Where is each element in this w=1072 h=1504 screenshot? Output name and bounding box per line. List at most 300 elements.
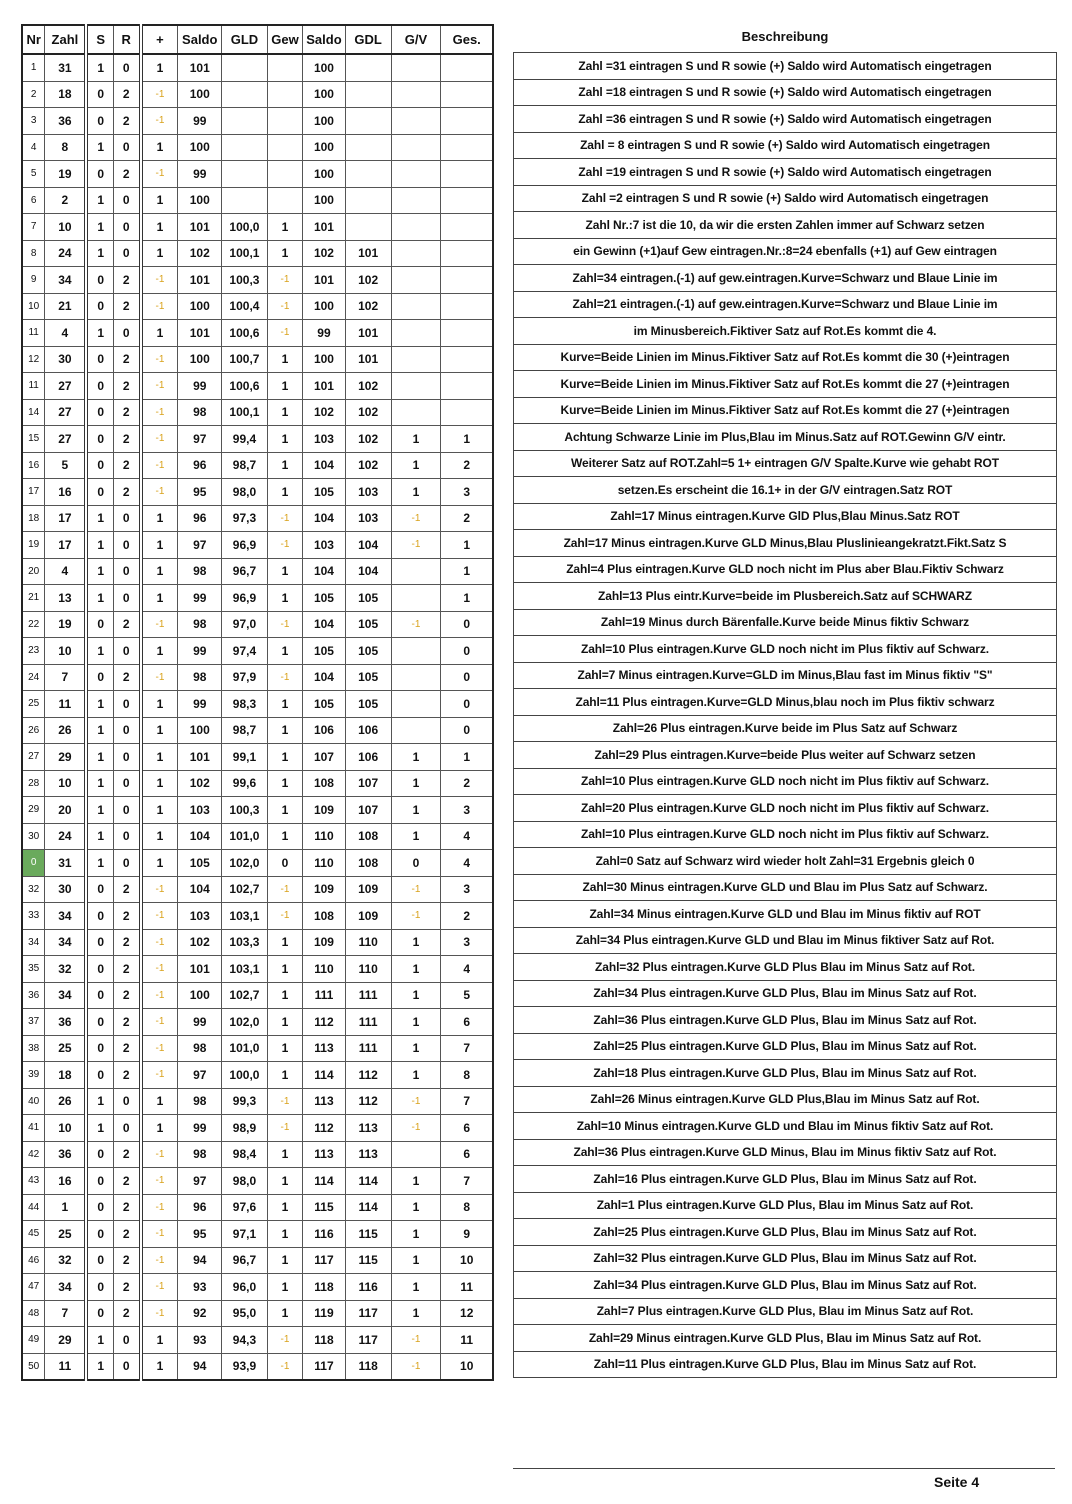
description-text: Zahl=34 eintragen.(-1) auf gew.eintragen.Kurve=Schwarz und Blaue Linie im <box>514 265 1057 292</box>
table-row <box>22 1115 493 1142</box>
cell-gew: -1 <box>267 1353 302 1380</box>
cell-r: 0 <box>113 320 140 347</box>
cell-gv: 0 <box>391 850 441 877</box>
cell-r: 2 <box>113 1141 140 1168</box>
cell-gew: 1 <box>267 744 302 771</box>
cell-saldo: 100 <box>178 346 222 373</box>
cell-r: 2 <box>113 293 140 320</box>
cell-saldo2: 104 <box>303 558 346 585</box>
cell-r: 2 <box>113 1300 140 1327</box>
cell-zahl: 4 <box>45 320 87 347</box>
cell-gld: 99,6 <box>222 770 268 797</box>
table-row <box>22 81 493 108</box>
cell-saldo2: 100 <box>303 187 346 214</box>
cell-gew: 1 <box>267 240 302 267</box>
table-row <box>22 161 493 188</box>
cell-gdl: 104 <box>345 558 391 585</box>
cell-s: 1 <box>86 638 113 665</box>
cell-gdl <box>345 187 391 214</box>
table-row <box>22 850 493 877</box>
description-text: Zahl=10 Plus eintragen.Kurve GLD noch nicht im Plus fiktiv auf Schwarz. <box>514 821 1057 848</box>
cell-saldo2: 115 <box>303 1194 346 1221</box>
cell-gld: 95,0 <box>222 1300 268 1327</box>
cell-saldo: 101 <box>178 744 222 771</box>
cell-saldo2: 110 <box>303 956 346 983</box>
cell-gv <box>391 585 441 612</box>
cell-gdl: 107 <box>345 797 391 824</box>
cell-plus: -1 <box>141 664 178 691</box>
cell-zahl: 27 <box>45 373 87 400</box>
cell-saldo: 98 <box>178 1088 222 1115</box>
table-row <box>22 1168 493 1195</box>
cell-saldo: 99 <box>178 585 222 612</box>
cell-saldo: 93 <box>178 1327 222 1354</box>
table-row <box>22 558 493 585</box>
cell-r: 0 <box>113 54 140 81</box>
table-row <box>22 1062 493 1089</box>
table-row <box>22 1088 493 1115</box>
cell-gv: 1 <box>391 823 441 850</box>
description-text: Zahl=7 Plus eintragen.Kurve GLD Plus, Blau im Minus Satz auf Rot. <box>514 1298 1057 1325</box>
cell-saldo: 101 <box>178 956 222 983</box>
cell-zahl: 13 <box>45 585 87 612</box>
cell-s: 0 <box>86 452 113 479</box>
cell-saldo: 99 <box>178 691 222 718</box>
cell-s: 1 <box>86 214 113 241</box>
cell-plus: 1 <box>141 1115 178 1142</box>
cell-gdl: 111 <box>345 982 391 1009</box>
cell-gld: 97,9 <box>222 664 268 691</box>
cell-gld: 102,7 <box>222 982 268 1009</box>
cell-saldo: 101 <box>178 267 222 294</box>
cell-nr: 2 <box>22 81 45 108</box>
cell-nr: 37 <box>22 1009 45 1036</box>
cell-r: 2 <box>113 903 140 930</box>
table-row <box>22 876 493 903</box>
cell-s: 0 <box>86 903 113 930</box>
description-text: Zahl =36 eintragen S und R sowie (+) Saldo wird Automatisch eingetragen <box>514 106 1057 133</box>
cell-gv: 1 <box>391 1062 441 1089</box>
cell-gld: 98,3 <box>222 691 268 718</box>
cell-saldo2: 108 <box>303 903 346 930</box>
description-row <box>514 450 1057 477</box>
cell-plus: -1 <box>141 161 178 188</box>
description-row <box>514 742 1057 769</box>
description-text: Weiterer Satz auf ROT.Zahl=5 1+ eintragen G/V Spalte.Kurve wie gehabt ROT <box>514 450 1057 477</box>
cell-gew: 1 <box>267 1168 302 1195</box>
description-text: Zahl=1 Plus eintragen.Kurve GLD Plus, Blau im Minus Satz auf Rot. <box>514 1192 1057 1219</box>
cell-nr: 34 <box>22 929 45 956</box>
header-saldo-2: Saldo <box>303 25 346 54</box>
cell-ges: 6 <box>441 1141 493 1168</box>
cell-zahl: 30 <box>45 876 87 903</box>
table-row <box>22 1194 493 1221</box>
table-row <box>22 452 493 479</box>
cell-s: 0 <box>86 929 113 956</box>
cell-gew: 1 <box>267 797 302 824</box>
cell-gld: 100,1 <box>222 399 268 426</box>
cell-gdl: 110 <box>345 929 391 956</box>
cell-nr: 11 <box>22 320 45 347</box>
cell-gld: 100,7 <box>222 346 268 373</box>
cell-gew: 1 <box>267 1062 302 1089</box>
cell-saldo2: 105 <box>303 691 346 718</box>
cell-saldo: 98 <box>178 399 222 426</box>
cell-zahl: 34 <box>45 1274 87 1301</box>
cell-saldo: 99 <box>178 638 222 665</box>
cell-s: 0 <box>86 1062 113 1089</box>
cell-nr: 26 <box>22 717 45 744</box>
cell-gld: 100,6 <box>222 320 268 347</box>
cell-s: 0 <box>86 611 113 638</box>
cell-gew: 1 <box>267 1035 302 1062</box>
description-text: Zahl=26 Minus eintragen.Kurve GLD Plus,Blau im Minus Satz auf Rot. <box>514 1086 1057 1113</box>
cell-s: 0 <box>86 373 113 400</box>
cell-gdl: 109 <box>345 876 391 903</box>
cell-zahl: 10 <box>45 638 87 665</box>
cell-ges: 1 <box>441 585 493 612</box>
cell-gv <box>391 134 441 161</box>
cell-s: 1 <box>86 797 113 824</box>
description-row <box>514 1219 1057 1246</box>
cell-gld: 97,0 <box>222 611 268 638</box>
cell-gew <box>267 187 302 214</box>
description-text: Kurve=Beide Linien im Minus.Fiktiver Satz auf Rot.Es kommt die 27 (+)eintragen <box>514 371 1057 398</box>
cell-s: 0 <box>86 1168 113 1195</box>
cell-gld: 102,0 <box>222 1009 268 1036</box>
cell-ges: 2 <box>441 770 493 797</box>
header-gew: Gew <box>267 25 302 54</box>
cell-nr: 49 <box>22 1327 45 1354</box>
cell-ges: 6 <box>441 1009 493 1036</box>
cell-gew: -1 <box>267 1327 302 1354</box>
table-row <box>22 770 493 797</box>
cell-saldo: 97 <box>178 532 222 559</box>
cell-s: 1 <box>86 850 113 877</box>
cell-saldo: 97 <box>178 426 222 453</box>
cell-gew: 1 <box>267 770 302 797</box>
description-text: Zahl=10 Plus eintragen.Kurve GLD noch nicht im Plus fiktiv auf Schwarz. <box>514 768 1057 795</box>
cell-saldo2: 104 <box>303 611 346 638</box>
cell-s: 1 <box>86 585 113 612</box>
description-text: Achtung Schwarze Linie im Plus,Blau im Minus.Satz auf ROT.Gewinn G/V eintr. <box>514 424 1057 451</box>
cell-nr: 8 <box>22 240 45 267</box>
description-text: ein Gewinn (+1)auf Gew eintragen.Nr.:8=24 ebenfalls (+1) auf Gew eintragen <box>514 238 1057 265</box>
cell-gdl: 118 <box>345 1353 391 1380</box>
cell-s: 0 <box>86 108 113 135</box>
cell-r: 2 <box>113 346 140 373</box>
cell-r: 0 <box>113 797 140 824</box>
cell-ges: 10 <box>441 1353 493 1380</box>
cell-saldo2: 105 <box>303 585 346 612</box>
cell-r: 0 <box>113 585 140 612</box>
cell-zahl: 29 <box>45 744 87 771</box>
description-text: Zahl=4 Plus eintragen.Kurve GLD noch nicht im Plus aber Blau.Fiktiv Schwarz <box>514 556 1057 583</box>
cell-s: 1 <box>86 134 113 161</box>
cell-s: 1 <box>86 1115 113 1142</box>
description-row <box>514 1298 1057 1325</box>
cell-r: 2 <box>113 399 140 426</box>
cell-r: 0 <box>113 187 140 214</box>
cell-s: 0 <box>86 1247 113 1274</box>
description-row <box>514 106 1057 133</box>
cell-gew: -1 <box>267 664 302 691</box>
cell-gld: 98,7 <box>222 717 268 744</box>
cell-saldo2: 100 <box>303 346 346 373</box>
cell-gld: 96,7 <box>222 1247 268 1274</box>
cell-saldo: 104 <box>178 876 222 903</box>
cell-r: 0 <box>113 638 140 665</box>
cell-saldo2: 114 <box>303 1062 346 1089</box>
cell-s: 1 <box>86 320 113 347</box>
description-text: Zahl=16 Plus eintragen.Kurve GLD Plus, Blau im Minus Satz auf Rot. <box>514 1166 1057 1193</box>
cell-gv: 1 <box>391 797 441 824</box>
cell-r: 2 <box>113 1221 140 1248</box>
cell-s: 0 <box>86 399 113 426</box>
description-row <box>514 1007 1057 1034</box>
cell-nr: 28 <box>22 770 45 797</box>
cell-zahl: 16 <box>45 479 87 506</box>
cell-saldo: 98 <box>178 1141 222 1168</box>
cell-plus: -1 <box>141 81 178 108</box>
description-text: Zahl =18 eintragen S und R sowie (+) Saldo wird Automatisch eingetragen <box>514 79 1057 106</box>
cell-nr: 29 <box>22 797 45 824</box>
cell-s: 1 <box>86 54 113 81</box>
table-row <box>22 1009 493 1036</box>
description-row <box>514 344 1057 371</box>
cell-nr: 10 <box>22 293 45 320</box>
cell-s: 0 <box>86 1035 113 1062</box>
table-row <box>22 1327 493 1354</box>
cell-plus: 1 <box>141 320 178 347</box>
description-text: Zahl=19 Minus durch Bärenfalle.Kurve beide Minus fiktiv Schwarz <box>514 609 1057 636</box>
cell-zahl: 5 <box>45 452 87 479</box>
cell-gew: 1 <box>267 982 302 1009</box>
cell-gld: 96,7 <box>222 558 268 585</box>
cell-ges <box>441 346 493 373</box>
cell-gdl: 102 <box>345 267 391 294</box>
cell-ges: 0 <box>441 691 493 718</box>
cell-plus: 1 <box>141 532 178 559</box>
cell-saldo: 102 <box>178 770 222 797</box>
cell-gv: 1 <box>391 1009 441 1036</box>
cell-ges: 7 <box>441 1088 493 1115</box>
table-row <box>22 54 493 81</box>
cell-gld: 96,0 <box>222 1274 268 1301</box>
cell-plus: -1 <box>141 373 178 400</box>
cell-ges: 0 <box>441 717 493 744</box>
cell-ges: 11 <box>441 1274 493 1301</box>
description-text: Zahl=29 Plus eintragen.Kurve=beide Plus weiter auf Schwarz setzen <box>514 742 1057 769</box>
description-row <box>514 689 1057 716</box>
cell-s: 1 <box>86 717 113 744</box>
cell-gv <box>391 320 441 347</box>
cell-gew: 1 <box>267 638 302 665</box>
roulette-table <box>21 24 494 1381</box>
description-text: Zahl=34 Minus eintragen.Kurve GLD und Blau im Minus fiktiv auf ROT <box>514 901 1057 928</box>
cell-nr: 17 <box>22 479 45 506</box>
description-title: Beschreibung <box>741 29 829 44</box>
cell-saldo: 98 <box>178 664 222 691</box>
cell-gew: -1 <box>267 1115 302 1142</box>
cell-saldo: 98 <box>178 1035 222 1062</box>
cell-gdl: 105 <box>345 611 391 638</box>
cell-ges: 7 <box>441 1168 493 1195</box>
cell-s: 0 <box>86 1274 113 1301</box>
cell-gew: 1 <box>267 373 302 400</box>
description-row <box>514 1033 1057 1060</box>
cell-gld: 94,3 <box>222 1327 268 1354</box>
cell-gew: -1 <box>267 876 302 903</box>
cell-gdl: 103 <box>345 505 391 532</box>
description-row <box>514 185 1057 212</box>
description-row <box>514 980 1057 1007</box>
cell-gld <box>222 108 268 135</box>
cell-gdl: 106 <box>345 744 391 771</box>
description-row <box>514 848 1057 875</box>
cell-r: 0 <box>113 1088 140 1115</box>
cell-zahl: 11 <box>45 1353 87 1380</box>
cell-gld: 102,0 <box>222 850 268 877</box>
cell-r: 0 <box>113 691 140 718</box>
cell-zahl: 19 <box>45 161 87 188</box>
cell-gdl: 107 <box>345 770 391 797</box>
cell-gld: 100,1 <box>222 240 268 267</box>
cell-gv <box>391 558 441 585</box>
cell-gew: -1 <box>267 267 302 294</box>
cell-ges: 3 <box>441 797 493 824</box>
cell-gv <box>391 1141 441 1168</box>
cell-gv: -1 <box>391 505 441 532</box>
cell-saldo2: 108 <box>303 770 346 797</box>
description-row <box>514 371 1057 398</box>
cell-saldo2: 101 <box>303 267 346 294</box>
cell-gv: -1 <box>391 1353 441 1380</box>
cell-gld <box>222 81 268 108</box>
cell-plus: -1 <box>141 108 178 135</box>
cell-gdl: 114 <box>345 1194 391 1221</box>
cell-gv <box>391 691 441 718</box>
table-row <box>22 134 493 161</box>
cell-saldo: 100 <box>178 187 222 214</box>
cell-gew <box>267 54 302 81</box>
description-text: Kurve=Beide Linien im Minus.Fiktiver Satz auf Rot.Es kommt die 27 (+)eintragen <box>514 397 1057 424</box>
cell-gv: 1 <box>391 982 441 1009</box>
cell-zahl: 20 <box>45 797 87 824</box>
cell-saldo2: 112 <box>303 1115 346 1142</box>
cell-zahl: 7 <box>45 664 87 691</box>
cell-r: 0 <box>113 558 140 585</box>
cell-saldo: 102 <box>178 240 222 267</box>
cell-gld: 97,4 <box>222 638 268 665</box>
cell-plus: -1 <box>141 929 178 956</box>
cell-s: 1 <box>86 240 113 267</box>
cell-gdl: 108 <box>345 823 391 850</box>
cell-gld: 100,0 <box>222 1062 268 1089</box>
cell-gld: 97,6 <box>222 1194 268 1221</box>
cell-s: 0 <box>86 1300 113 1327</box>
cell-gld: 98,4 <box>222 1141 268 1168</box>
cell-gew: 1 <box>267 1300 302 1327</box>
cell-zahl: 24 <box>45 240 87 267</box>
cell-saldo2: 104 <box>303 452 346 479</box>
cell-gv: 1 <box>391 770 441 797</box>
cell-saldo2: 100 <box>303 161 346 188</box>
cell-s: 0 <box>86 1221 113 1248</box>
cell-gew: -1 <box>267 320 302 347</box>
cell-gew: -1 <box>267 611 302 638</box>
cell-gv: 1 <box>391 1300 441 1327</box>
description-row <box>514 212 1057 239</box>
cell-nr: 12 <box>22 346 45 373</box>
cell-zahl: 18 <box>45 81 87 108</box>
cell-saldo2: 104 <box>303 505 346 532</box>
cell-r: 2 <box>113 664 140 691</box>
cell-gdl <box>345 134 391 161</box>
cell-plus: 1 <box>141 187 178 214</box>
description-row <box>514 159 1057 186</box>
cell-gdl: 101 <box>345 346 391 373</box>
cell-gdl: 105 <box>345 664 391 691</box>
cell-zahl: 34 <box>45 903 87 930</box>
cell-ges: 6 <box>441 1115 493 1142</box>
cell-ges <box>441 373 493 400</box>
description-row <box>514 1351 1057 1378</box>
cell-plus: -1 <box>141 982 178 1009</box>
cell-gv: 1 <box>391 1247 441 1274</box>
table-row <box>22 108 493 135</box>
cell-gld: 99,4 <box>222 426 268 453</box>
cell-plus: 1 <box>141 1327 178 1354</box>
cell-zahl: 10 <box>45 770 87 797</box>
cell-nr: 16 <box>22 452 45 479</box>
cell-saldo2: 103 <box>303 532 346 559</box>
cell-gew <box>267 81 302 108</box>
cell-nr: 4 <box>22 134 45 161</box>
description-text: Zahl=0 Satz auf Schwarz wird wieder holt Zahl=31 Ergebnis gleich 0 <box>514 848 1057 875</box>
cell-gew: 1 <box>267 1194 302 1221</box>
cell-ges: 0 <box>441 611 493 638</box>
cell-saldo: 100 <box>178 717 222 744</box>
cell-gld: 100,0 <box>222 214 268 241</box>
cell-gdl: 108 <box>345 850 391 877</box>
cell-plus: 1 <box>141 585 178 612</box>
cell-zahl: 10 <box>45 1115 87 1142</box>
description-row <box>514 556 1057 583</box>
description-row <box>514 291 1057 318</box>
cell-zahl: 8 <box>45 134 87 161</box>
cell-gv <box>391 373 441 400</box>
cell-saldo2: 119 <box>303 1300 346 1327</box>
description-text: Zahl=34 Plus eintragen.Kurve GLD und Blau im Minus fiktiver Satz auf Rot. <box>514 927 1057 954</box>
cell-gv: -1 <box>391 1115 441 1142</box>
cell-s: 0 <box>86 161 113 188</box>
cell-s: 1 <box>86 1353 113 1380</box>
cell-s: 0 <box>86 1194 113 1221</box>
cell-saldo2: 109 <box>303 929 346 956</box>
cell-saldo: 99 <box>178 1115 222 1142</box>
cell-gew <box>267 134 302 161</box>
cell-s: 1 <box>86 558 113 585</box>
cell-r: 0 <box>113 214 140 241</box>
cell-zahl: 32 <box>45 956 87 983</box>
description-row <box>514 636 1057 663</box>
cell-gld: 100,4 <box>222 293 268 320</box>
cell-r: 0 <box>113 1327 140 1354</box>
cell-gew: 1 <box>267 426 302 453</box>
table-row <box>22 1247 493 1274</box>
cell-s: 0 <box>86 1141 113 1168</box>
